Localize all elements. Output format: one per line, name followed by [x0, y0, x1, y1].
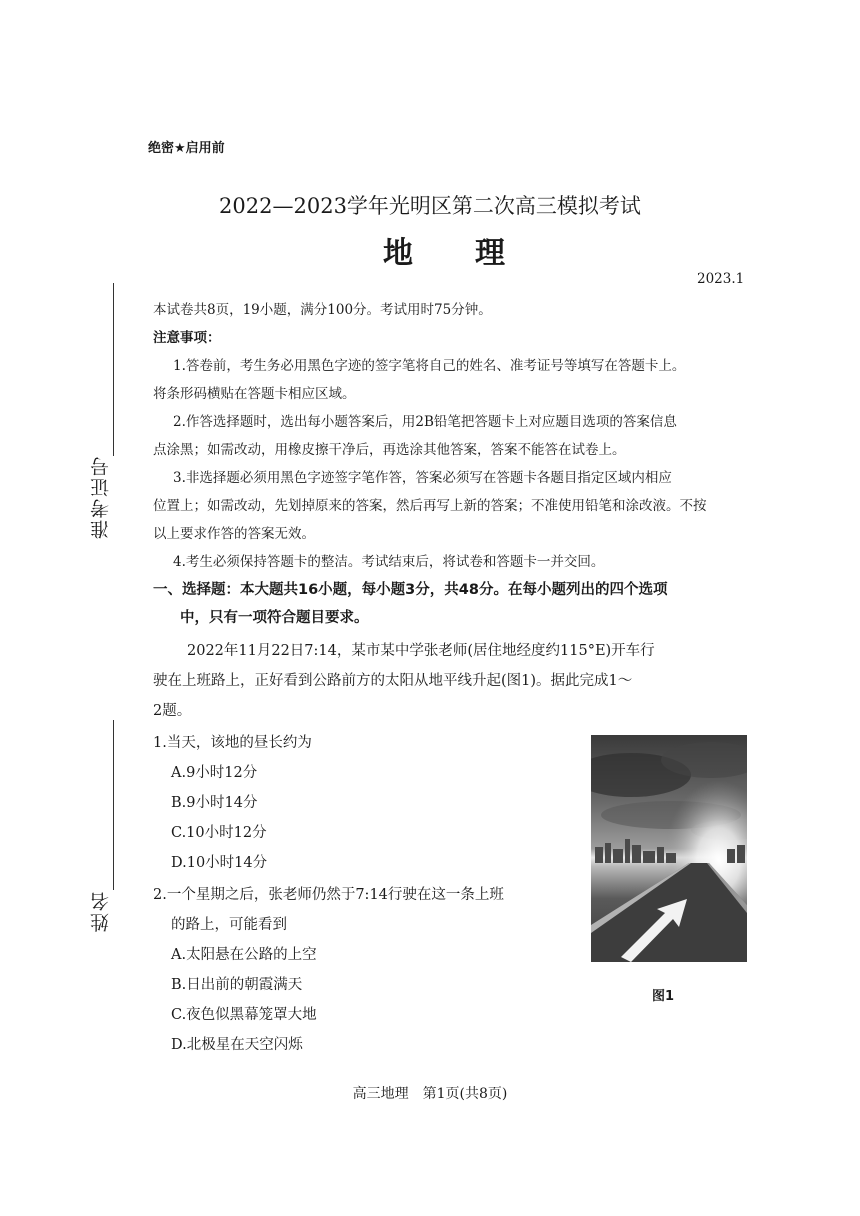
q2-option-c: C.夜色似黑幕笼罩大地	[171, 1007, 317, 1023]
secret-mark: 绝密★启用前	[148, 141, 225, 156]
note-2-line-1: 2.作答选择题时，选出每小题答案后，用2B铅笔把答题卡上对应题目选项的答案信息	[173, 414, 677, 430]
stem-line-1: 2022年11月22日7:14，某市某中学张老师(居住地经度约115°E)开车行	[187, 643, 655, 659]
note-1-line-1: 1.答卷前，考生务必用黑色字迹的签字笔将自己的姓名、准考证号等填写在答题卡上。	[173, 358, 686, 374]
exam-title: 2022—2023学年光明区第二次高三模拟考试	[219, 194, 641, 218]
question-2-text-line-2: 的路上，可能看到	[171, 917, 287, 933]
exam-id-label: 准考证号	[90, 455, 112, 539]
note-3-line-1: 3.非选择题必须用黑色字迹签字笔作答，答案必须写在答题卡各题目指定区域内相应	[173, 470, 672, 486]
question-1-text: 1.当天，该地的昼长约为	[153, 735, 312, 751]
exam-id-line	[113, 283, 114, 456]
intro-text: 本试卷共8页，19小题，满分100分。考试用时75分钟。	[153, 302, 492, 318]
note-2-line-2: 点涂黑；如需改动，用橡皮擦干净后，再选涂其他答案，答案不能答在试卷上。	[153, 442, 626, 458]
q1-option-c: C.10小时12分	[171, 825, 267, 841]
q2-option-a: A.太阳悬在公路的上空	[171, 947, 317, 963]
stem-line-3: 2题。	[153, 703, 192, 719]
notes-list	[153, 352, 753, 576]
q1-option-a: A.9小时12分	[171, 765, 258, 781]
sunrise-road-illustration	[591, 735, 747, 962]
q1-option-d: D.10小时14分	[171, 855, 268, 871]
note-3-line-3: 以上要求作答的答案无效。	[153, 526, 315, 542]
subject-title: 地理	[383, 236, 567, 271]
name-label: 姓名	[90, 890, 112, 932]
question-1	[153, 728, 312, 878]
note-3-line-2: 位置上；如需改动，先划掉原来的答案，然后再写上新的答案；不准使用铅笔和涂改液。不按	[153, 498, 707, 514]
question-2	[153, 880, 504, 1060]
figure-caption: 图1	[652, 989, 675, 1004]
q2-option-d: D.北极星在天空闪烁	[171, 1037, 303, 1053]
section-heading-line-1: 一、选择题：本大题共16小题，每小题3分，共48分。在每小题列出的四个选项	[153, 582, 668, 598]
page-footer: 高三地理 第1页(共8页)	[352, 1086, 508, 1102]
q1-option-b: B.9小时14分	[171, 795, 258, 811]
q2-option-b: B.日出前的朝霞满天	[171, 977, 303, 993]
exam-date: 2023.1	[697, 271, 745, 287]
question-stem	[153, 636, 753, 726]
note-1-line-2: 将条形码横贴在答题卡相应区域。	[153, 386, 356, 402]
stem-line-2: 驶在上班路上，正好看到公路前方的太阳从地平线升起(图1)。据此完成1～	[153, 673, 633, 689]
note-4-line-1: 4.考生必须保持答题卡的整洁。考试结束后，将试卷和答题卡一并交回。	[173, 554, 605, 570]
name-line	[113, 720, 114, 890]
section-heading-line-2: 中，只有一项符合题目要求。	[180, 610, 369, 626]
notes-title: 注意事项：	[153, 330, 221, 346]
sunrise-road-photo	[591, 735, 747, 962]
question-2-text-line-1: 2.一个星期之后，张老师仍然于7:14行驶在这一条上班	[153, 887, 504, 903]
